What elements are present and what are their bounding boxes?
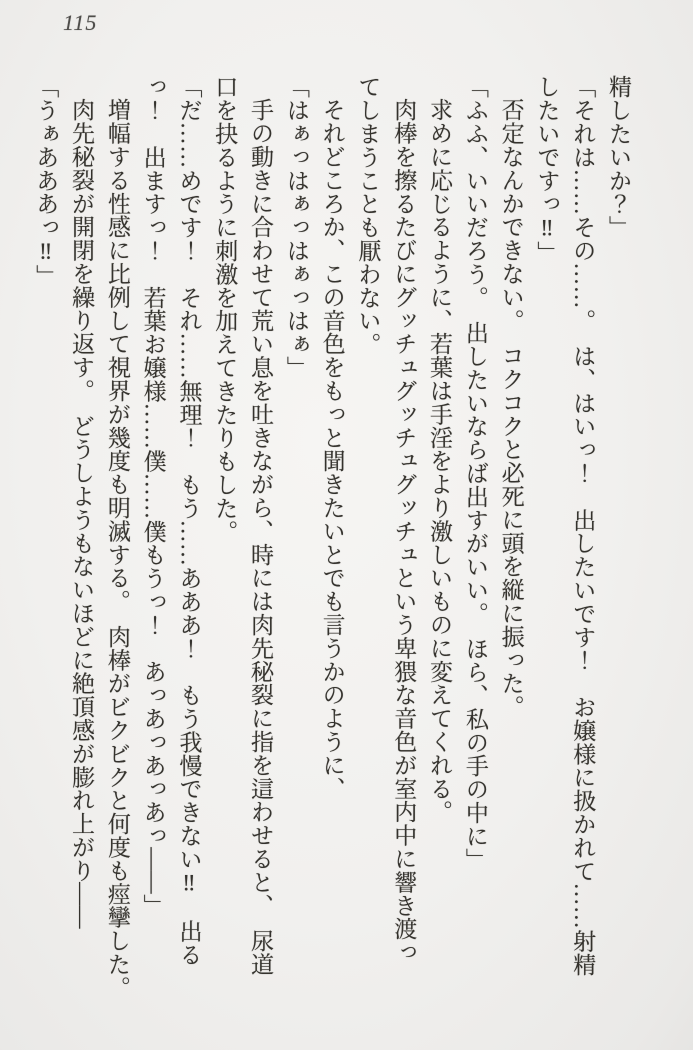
text-line: っ！ 出ますっ！ 若葉お嬢様……僕……僕もうっ！ あっあっあっあっ——」 <box>140 75 166 918</box>
text-line: 肉棒を擦るたびにグッチュグッチュグッチュという卑猥な音色が室内中に響き渡っ <box>391 98 417 964</box>
text-line: したいですっ‼」 <box>534 75 560 265</box>
text-line: 「うぁあああっ‼」 <box>33 75 59 288</box>
text-line: 「はぁっはぁっはぁっはぁ」 <box>283 75 309 380</box>
text-line: 「それは……その……。 は、はいっ！ 出したいです！ お嬢様に扱かれて……射精 <box>570 75 596 977</box>
text-line: 増幅する性感に比例して視界が幾度も明滅する。 肉棒がビクビクと何度も痙攣した。 <box>104 98 130 1000</box>
text-line: てしまうことも厭わない。 <box>355 75 381 356</box>
page-number: 115 <box>63 10 98 35</box>
text-line: それどころか、この音色をもっと聞きたいとでも言うかのように、 <box>319 98 345 800</box>
text-line: 求めに応じるように、若葉は手淫をより激しいものに変えてくれる。 <box>427 98 453 824</box>
text-line: 「だ……めです！ それ……無理！ もう……あああ！ もう我慢できない‼ 出る <box>176 75 202 967</box>
text-line: 口を抉るように刺激を加えてきたりもした。 <box>212 75 238 543</box>
text-line: 手の動きに合わせて荒い息を吐きながら、時には肉先秘裂に指を這わせると、 尿道 <box>248 98 274 976</box>
text-line: 「ふふ、いいだろう。 出したいならば出すがいい。 ほら、私の手の中に」 <box>462 75 488 871</box>
page-text <box>27 75 636 1035</box>
text-line: 肉先秘裂が開閉を繰り返す。 どうしようもないほどに絶頂感が膨れ上がり—— <box>69 98 95 929</box>
text-line: 精したいか？」 <box>606 75 631 239</box>
text-line: 否定なんかできない。 コクコクと必死に頭を縦に振った。 <box>498 98 524 719</box>
